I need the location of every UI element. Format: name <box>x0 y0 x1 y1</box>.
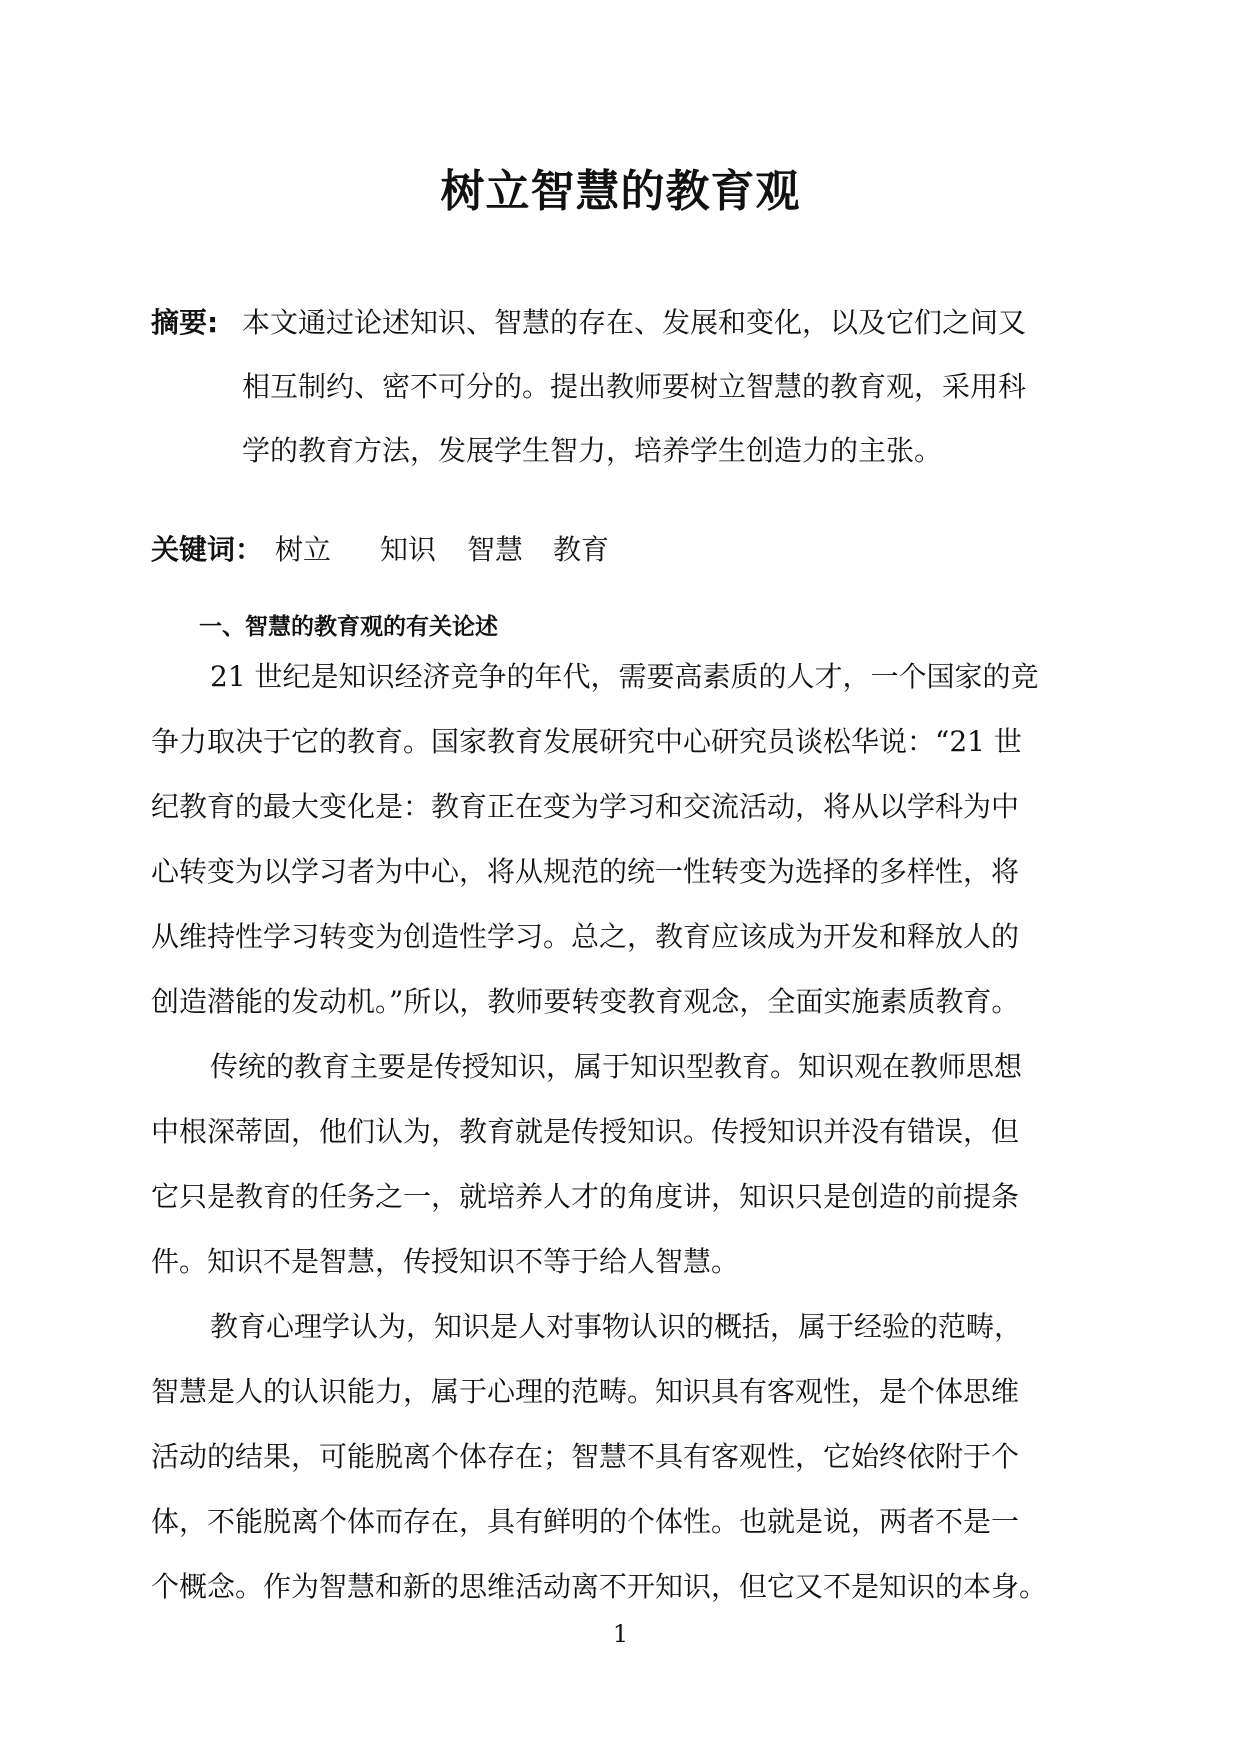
paragraph-line: 中根深蒂固，他们认为，教育就是传授知识。传授知识并没有错误，但 <box>151 1115 1020 1148</box>
abstract-line: 学的教育方法，发展学生智力，培养学生创造力的主张。 <box>242 434 943 467</box>
paragraph-line: 21 世纪是知识经济竞争的年代，需要高素质的人才，一个国家的竞 <box>210 660 1039 693</box>
abstract-label: 摘要: <box>151 306 219 339</box>
keyword: 教育 <box>553 533 610 566</box>
page-number: 1 <box>612 1620 629 1648</box>
paragraph-line: 件。知识不是智慧，传授知识不等于给人智慧。 <box>151 1245 740 1278</box>
abstract-line: 相互制约、密不可分的。提出教师要树立智慧的教育观，采用科 <box>242 370 1027 403</box>
paragraph-line: 争力取决于它的教育。国家教育发展研究中心研究员谈松华说：“21 世 <box>151 725 1022 758</box>
document-title: 树立智慧的教育观 <box>440 166 801 217</box>
keyword: 智慧 <box>467 533 524 566</box>
keyword: 树立 <box>275 533 332 566</box>
keywords-label: 关键词： <box>151 533 264 566</box>
paragraph-line: 个概念。作为智慧和新的思维活动离不开知识，但它又不是知识的本身。 <box>151 1570 1048 1603</box>
keyword: 知识 <box>380 533 437 566</box>
paragraph-line: 创造潜能的发动机。”所以，教师要转变教育观念，全面实施素质教育。 <box>151 985 1020 1018</box>
paragraph-line: 体，不能脱离个体而存在，具有鲜明的个体性。也就是说，两者不是一 <box>151 1505 1020 1538</box>
paragraph-line: 活动的结果，可能脱离个体存在；智慧不具有客观性，它始终依附于个 <box>151 1440 1020 1473</box>
section-heading: 一、智慧的教育观的有关论述 <box>199 614 498 640</box>
paragraph-line: 心转变为以学习者为中心，将从规范的统一性转变为选择的多样性，将 <box>151 855 1020 888</box>
paragraph-line: 从维持性学习转变为创造性学习。总之，教育应该成为开发和释放人的 <box>151 920 1020 953</box>
paragraph-line: 智慧是人的认识能力，属于心理的范畴。知识具有客观性，是个体思维 <box>151 1375 1020 1408</box>
paragraph-line: 纪教育的最大变化是：教育正在变为学习和交流活动，将从以学科为中 <box>151 790 1020 823</box>
paragraph-line: 传统的教育主要是传授知识，属于知识型教育。知识观在教师思想 <box>210 1050 1023 1083</box>
paragraph-line: 教育心理学认为，知识是人对事物认识的概括，属于经验的范畴， <box>210 1310 1023 1343</box>
paragraph-line: 它只是教育的任务之一，就培养人才的角度讲，知识只是创造的前提条 <box>151 1180 1020 1213</box>
abstract-line: 本文通过论述知识、智慧的存在、发展和变化，以及它们之间又 <box>242 306 1027 339</box>
